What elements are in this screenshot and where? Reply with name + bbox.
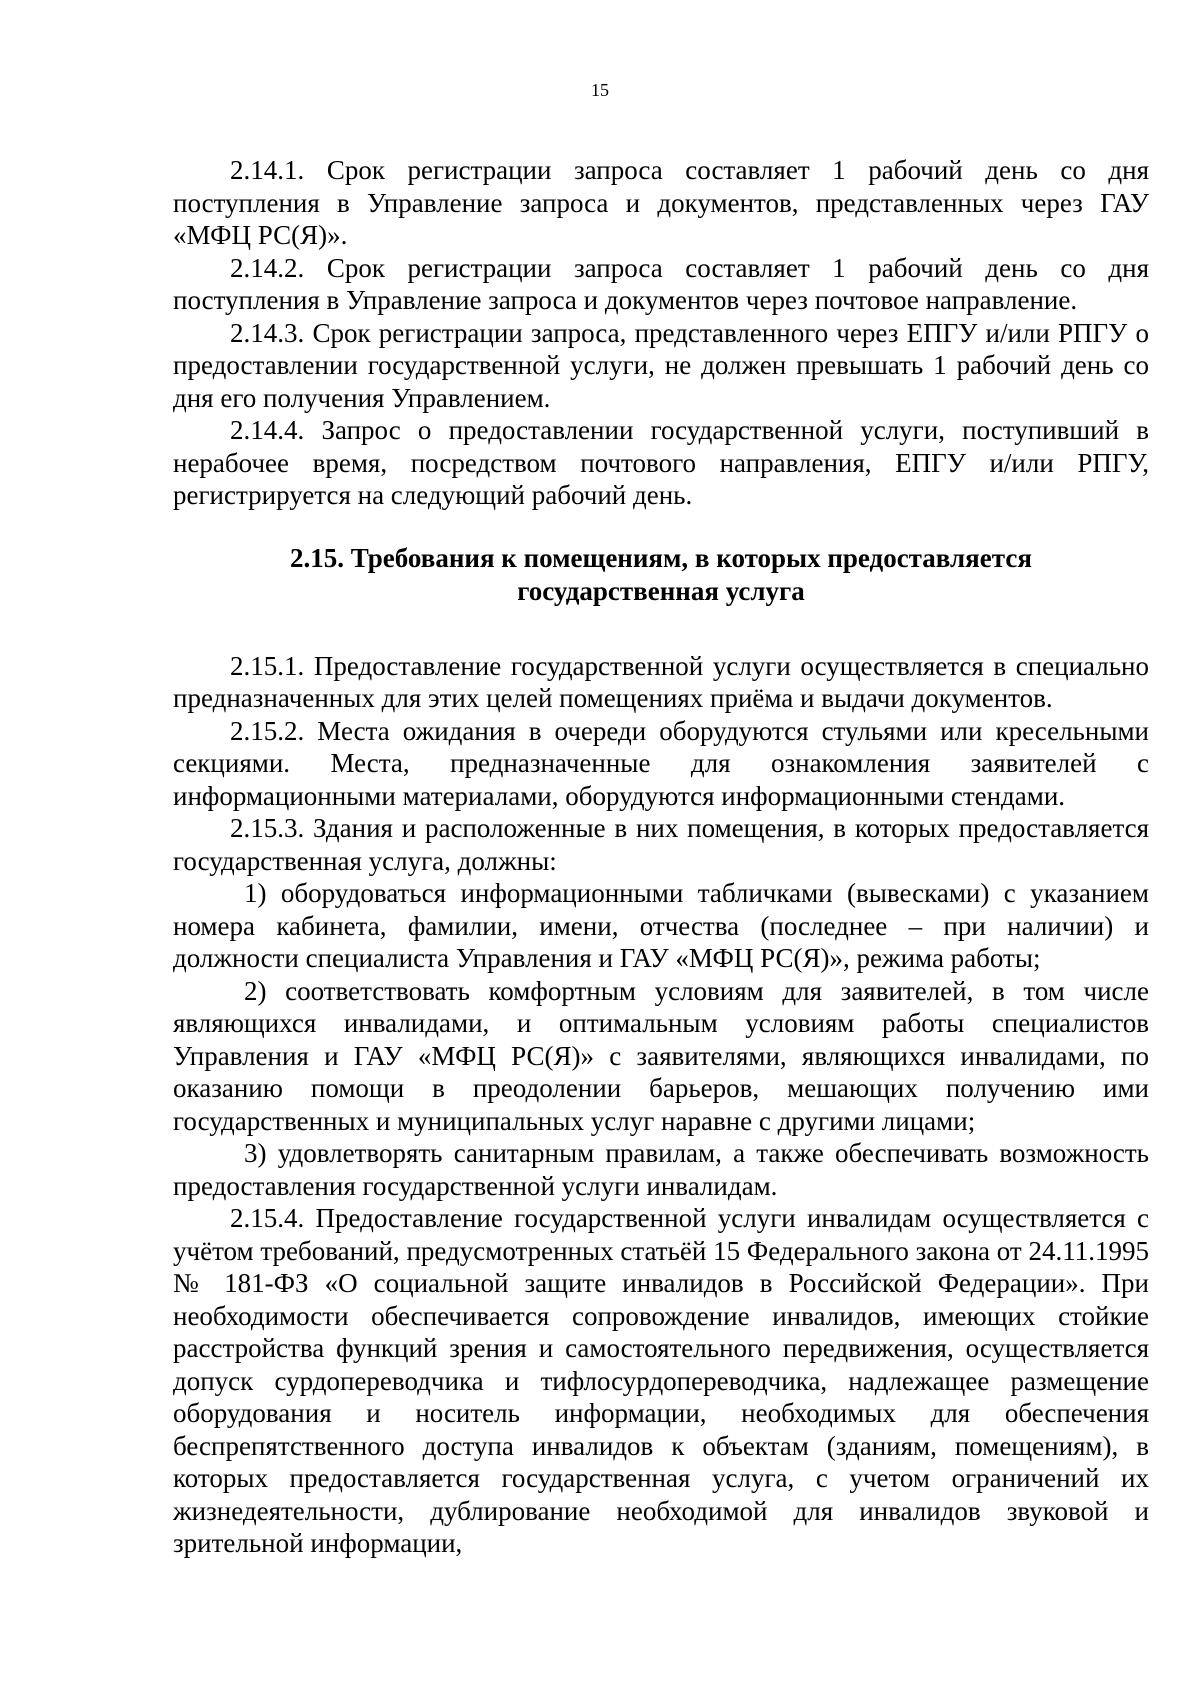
list-item-2: 2) соответствовать комфортным условиям для заявителей, в том числе являющихся инвалидами, и оптимальным условиям работы специалистов Управления и ГАУ «МФЦ РС(Я)» с заявителями, являющихся инвалидами, по оказанию помощи в преодолении барьеров, мешающих получению ими государственных и муниципальных услуг наравне с другими лицами; xyxy=(173,975,1149,1136)
paragraph-2-15-4: 2.15.4. Предоставление государственной услуги инвалидам осуществляется с учётом требований, предусмотренных статьёй 15 Федерального закона от 24.11.1995 № 181-ФЗ «О социальной защите инвалидов в Российской Федерации». При необходимости обеспечивается сопровождение инвалидов, имеющих стойкие расстройства функций зрения и самостоятельного передвижения, осуществляется допуск сурдопереводчика и тифлосурдопереводчика, надлежащее размещение оборудования и носитель информации, необходимых для обеспечения беспрепятственного доступа инвалидов к объектам (зданиям, помещениям), в которых предоставляется государственная услуга, с учетом ограничений их жизнедеятельности, дублирование необходимой для инвалидов звуковой и зрительной информации, xyxy=(173,1203,1149,1558)
paragraph-2-14-4: 2.14.4. Запрос о предоставлении государственной услуги, поступивший в нерабочее время, посредством почтового направления, ЕПГУ и/или РПГУ, регистрируется на следующий рабочий день. xyxy=(173,415,1149,510)
paragraph-2-15-1: 2.15.1. Предоставление государственной услуги осуществляется в специально предназначенных для этих целей помещениях приёма и выдачи документов. xyxy=(173,650,1149,713)
section-heading-line-1: 2.15. Требования к помещениям, в которых предоставляется xyxy=(290,542,1032,573)
section-heading-line-2: государственная услуга xyxy=(517,575,805,606)
section-heading-2-15 xyxy=(173,542,1149,608)
paragraph-2-15-3: 2.15.3. Здания и расположенные в них помещения, в которых предоставляется государственная услуга, должны: xyxy=(173,813,1149,876)
document-body xyxy=(173,154,1149,1560)
paragraph-2-14-3: 2.14.3. Срок регистрации запроса, представленного через ЕПГУ и/или РПГУ о предоставлении государственной услуги, не должен превышать 1 рабочий день со дня его получения Управлением. xyxy=(173,317,1149,413)
paragraph-2-14-2: 2.14.2. Срок регистрации запроса составляет 1 рабочий день со дня поступления в Управление запроса и документов через почтовое направление. xyxy=(173,252,1149,315)
paragraph-2-15-2: 2.15.2. Места ожидания в очереди оборудуются стульями или кресельными секциями. Места, предназначенные для ознакомления заявителей с информационными материалами, оборудуются информационными стендами. xyxy=(173,715,1149,811)
paragraph-2-14-1: 2.14.1. Срок регистрации запроса составляет 1 рабочий день со дня поступления в Управление запроса и документов, представленных через ГАУ «МФЦ РС(Я)». xyxy=(173,155,1149,250)
list-item-1: 1) оборудоваться информационными табличками (вывесками) с указанием номера кабинета, фамилии, имени, отчества (последнее – при наличии) и должности специалиста Управления и ГАУ «МФЦ РС(Я)», режима работы; xyxy=(173,878,1149,973)
page-number: 15 xyxy=(591,80,609,100)
list-item-3: 3) удовлетворять санитарным правилам, а также обеспечивать возможность предоставления государственной услуги инвалидам. xyxy=(173,1138,1149,1201)
